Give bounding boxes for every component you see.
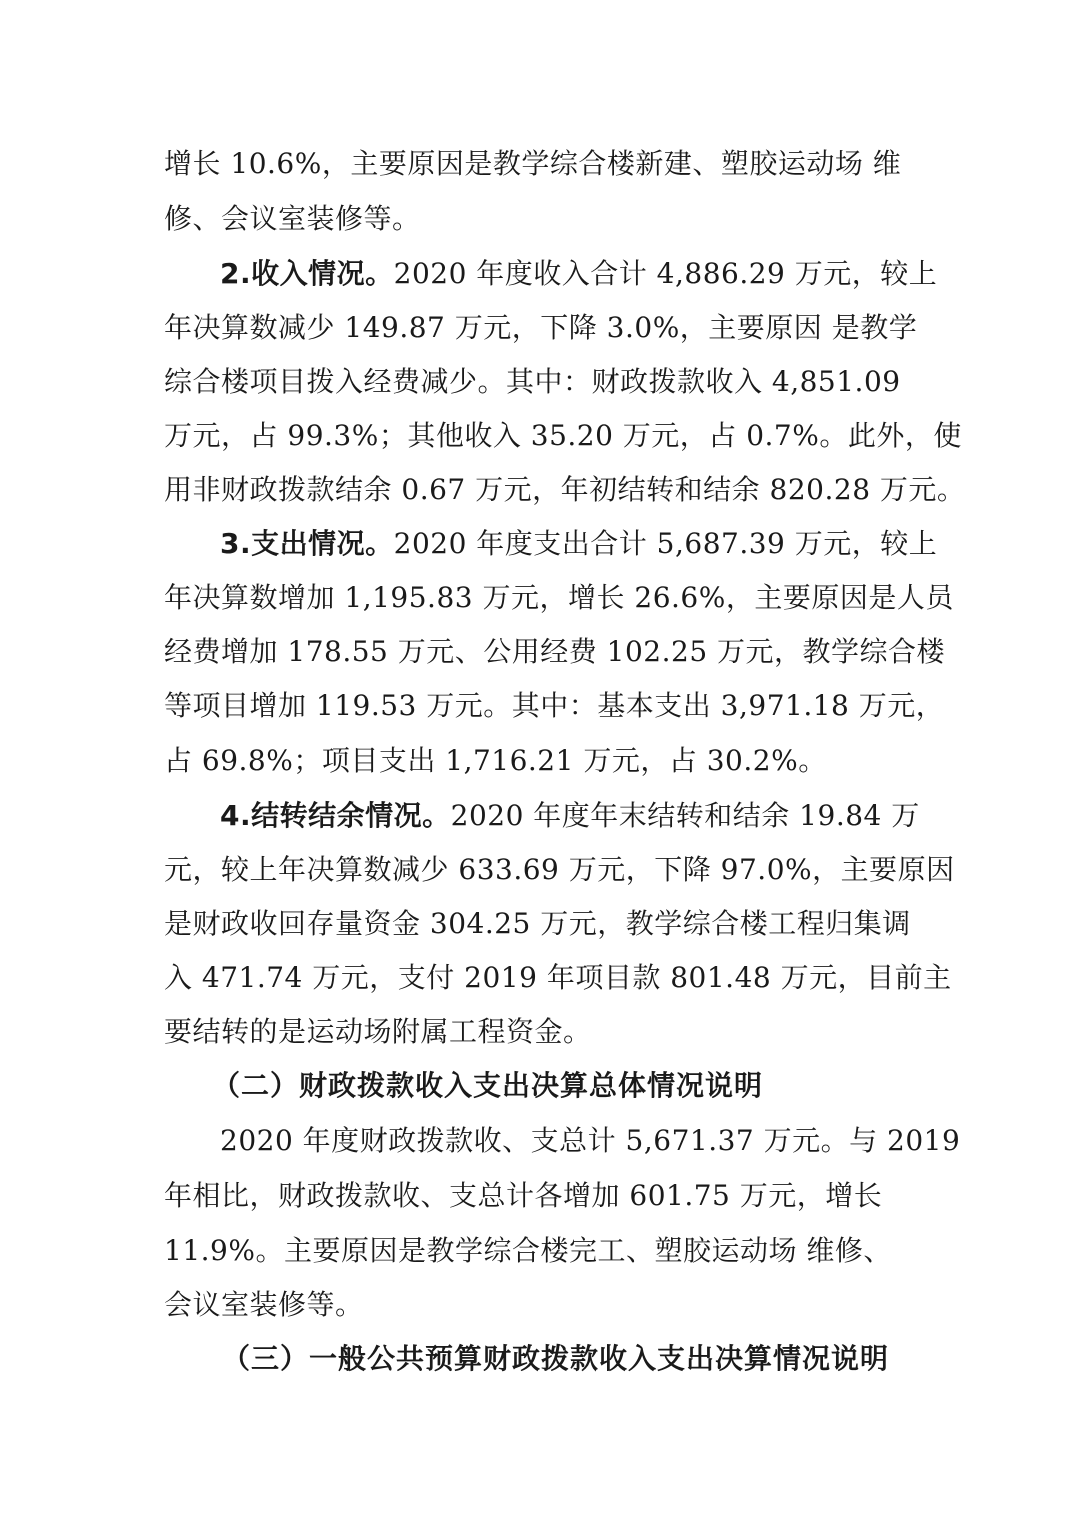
- paragraph-line: 11.9%。主要原因是教学综合楼完工、塑胶运动场 维修、: [164, 1234, 892, 1267]
- paragraph-line: 会议室装修等。: [164, 1288, 364, 1321]
- carryover-line-text: 2020 年度年末结转和结余 19.84 万: [450, 799, 920, 832]
- paragraph-line: 万元，占 99.3%；其他收入 35.20 万元，占 0.7%。此外，使: [164, 419, 962, 452]
- paragraph-line: 等项目增加 119.53 万元。其中：基本支出 3,971.18 万元，: [164, 689, 945, 722]
- paragraph-line: 占 69.8%；项目支出 1,716.21 万元，占 30.2%。: [164, 744, 827, 777]
- paragraph-line: 修、会议室装修等。: [164, 202, 421, 235]
- paragraph-line: 入 471.74 万元，支付 2019 年项目款 801.48 万元，目前主: [164, 961, 952, 994]
- income-heading: 2.收入情况。: [220, 257, 394, 290]
- paragraph-line: 要结转的是运动场附属工程资金。: [164, 1015, 592, 1048]
- paragraph-line: 增长 10.6%，主要原因是教学综合楼新建、塑胶运动场 维: [164, 147, 902, 180]
- paragraph-line: 用非财政拨款结余 0.67 万元，年初结转和结余 820.28 万元。: [164, 473, 966, 506]
- expense-heading: 3.支出情况。: [220, 527, 394, 560]
- paragraph-line: 是财政收回存量资金 304.25 万元，教学综合楼工程归集调: [164, 907, 911, 940]
- expense-first-line: [220, 526, 937, 562]
- carryover-heading: 4.结转结余情况。: [220, 799, 451, 832]
- income-line-text: 2020 年度收入合计 4,886.29 万元，较上: [393, 257, 938, 290]
- expense-line-text: 2020 年度支出合计 5,687.39 万元，较上: [393, 527, 938, 560]
- paragraph-line: 元，较上年决算数减少 633.69 万元，下降 97.0%，主要原因: [164, 853, 955, 886]
- income-first-line: [220, 256, 937, 292]
- paragraph-line: 年相比，财政拨款收、支总计各增加 601.75 万元，增长: [164, 1179, 883, 1212]
- section-three-title: （三）一般公共预算财政拨款收入支出决算情况说明: [222, 1342, 890, 1375]
- paragraph-line: 经费增加 178.55 万元、公用经费 102.25 万元，教学综合楼: [164, 635, 946, 668]
- paragraph-line: 综合楼项目拨入经费减少。其中：财政拨款收入 4,851.09: [164, 365, 901, 398]
- section-two-title: （二）财政拨款收入支出决算总体情况说明: [212, 1069, 764, 1102]
- paragraph-line: 年决算数增加 1,195.83 万元，增长 26.6%，主要原因是人员: [164, 581, 954, 614]
- carryover-first-line: [220, 798, 920, 834]
- paragraph-line: 年决算数减少 149.87 万元，下降 3.0%，主要原因 是教学: [164, 311, 918, 344]
- paragraph-line: 2020 年度财政拨款收、支总计 5,671.37 万元。与 2019: [220, 1124, 961, 1157]
